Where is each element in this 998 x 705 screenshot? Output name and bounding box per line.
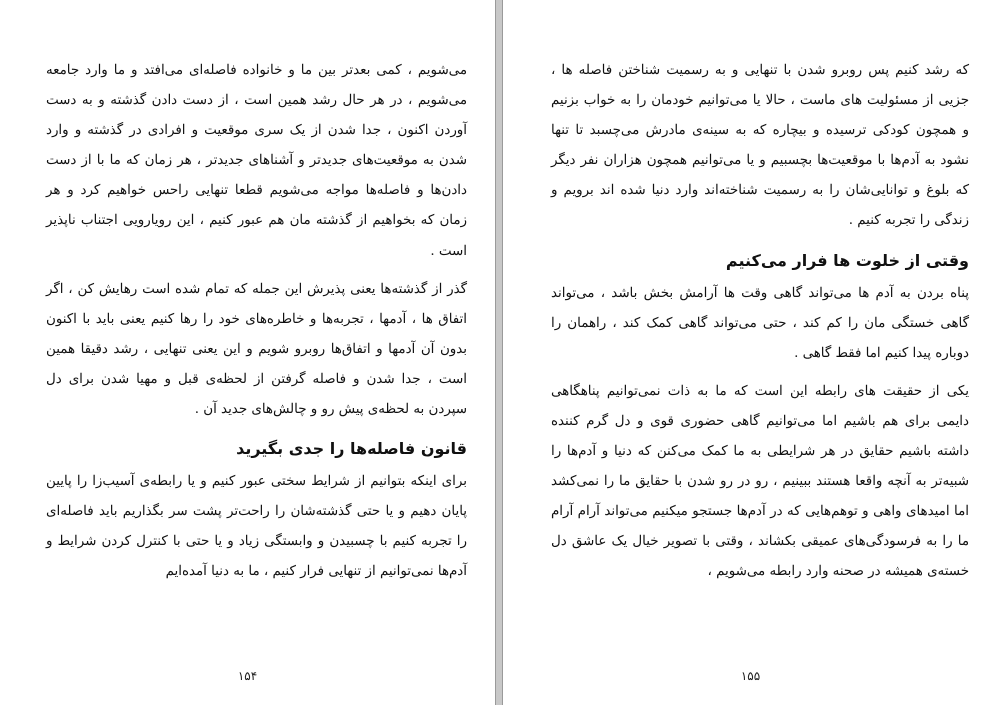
right-page [502, 0, 998, 705]
paragraph: می‌شویم ، کمی بعدتر بین ما و خانواده فاصله‌ای می‌افتد و ما وارد جامعه می‌شویم ، در هر حال رشد همین است ، از دست دادن گذشته و به دست آوردن اکنون ، جدا شدن از یک سری موقعیت و افرادی در گذشته و وارد شدن به موقعیت‌های جدیدتر و آشناهای جدیدتر ، هر زمان که ما با از دست دادن‌ها و فاصله‌ها مواجه می‌شویم قطعا تنهایی راحس خواهیم کرد و هر زمان که بخواهیم از گذشته مان هم عبور کنیم ، این رویارویی اجتناب ناپذیر است . [46, 63, 467, 259]
right-page-body [551, 56, 969, 588]
page-number: ۱۵۵ [740, 669, 761, 683]
page-number: ۱۵۴ [237, 669, 258, 683]
section-heading: وقتی از خلوت ها فرار می‌کنیم [725, 250, 969, 270]
left-page-body [46, 56, 467, 588]
paragraph: گذر از گذشته‌ها یعنی پذیرش این جمله که تمام شده است رهایش کن ، اگر اتفاق ها ، آدمها ، تجربه‌ها و خاطره‌های خود را رها کنیم یعنی باید با اکنون بدون آن آدمها و اتفاق‌ها روبرو شویم و این یعنی تنهایی ، رشد دقیقا همین است ، جدا شدن و فاصله گرفتن از لحظه‌ی قبل و مهیا شدن برای دل سپردن به لحظه‌ی پیش رو و چالش‌های جدید آن . [46, 281, 467, 418]
paragraph: یکی از حقیقت های رابطه این است که ما به ذات نمی‌توانیم پناهگاهی دایمی برای هم باشیم اما می‌توانیم گاهی حضوری قوی و دل گرم کننده داشته باشیم حقایق در هر شرایطی به ما کمک می‌کنن که دنیا و آدم‌ها را شبیه‌تر به آنچه واقعا هستند ببینیم ، رو در رو شدن با حقایق ما را نمی‌کشد اما امیدهای واهی و توهم‌هایی که در آدم‌ها جستجو میکنیم می‌تواند آرام آرام ما را به فرسودگی‌های عمیقی بکشاند ، وقتی با تصویر خیال یک عاشق دل خسته‌ی همیشه در صحنه وارد رابطه می‌شویم ، [551, 383, 969, 580]
paragraph: که رشد کنیم پس روبرو شدن با تنهایی و به رسمیت شناختن فاصله ها ، جزیی از مسئولیت های ماست ، حالا یا می‌توانیم خودمان را به خواب بزنیم و همچون کودکی ترسیده و بیچاره که به سینه‌ی مادرش می‌چسبد تا تنها نشود به آدم‌ها با موقعیت‌ها بچسبیم و یا می‌توانیم همچون هزاران نفر دیگر که بلوغ و توانایی‌شان را به رسمیت شناخته‌اند وارد دنیا شده اند برویم و زندگی را تجربه کنیم . [551, 63, 969, 229]
paragraph: برای اینکه بتوانیم از شرایط سختی عبور کنیم و یا رابطه‌ی آسیب‌زا را پایین پایان دهیم و یا حتی گذشته‌شان را راحت‌تر پشت سر بگذاریم باید فاصله‌ای را تجربه کنیم با چسبیدن و وابستگی زیاد و یا حتی با کنترل کردن شرایط و آدم‌ها نمی‌توانیم از تنهایی فرار کنیم ، ما به دنیا آمده‌ایم [46, 474, 467, 580]
paragraph: پناه بردن به آدم ها می‌تواند گاهی وقت ها آرامش بخش باشد ، می‌تواند گاهی خستگی مان را کم کند ، حتی می‌تواند گاهی کمک کند ، راهمان را دوباره پیدا کنیم اما فقط گاهی . [551, 285, 969, 361]
left-page [0, 0, 496, 705]
section-heading: قانون فاصله‌ها را جدی بگیرید [236, 439, 467, 459]
